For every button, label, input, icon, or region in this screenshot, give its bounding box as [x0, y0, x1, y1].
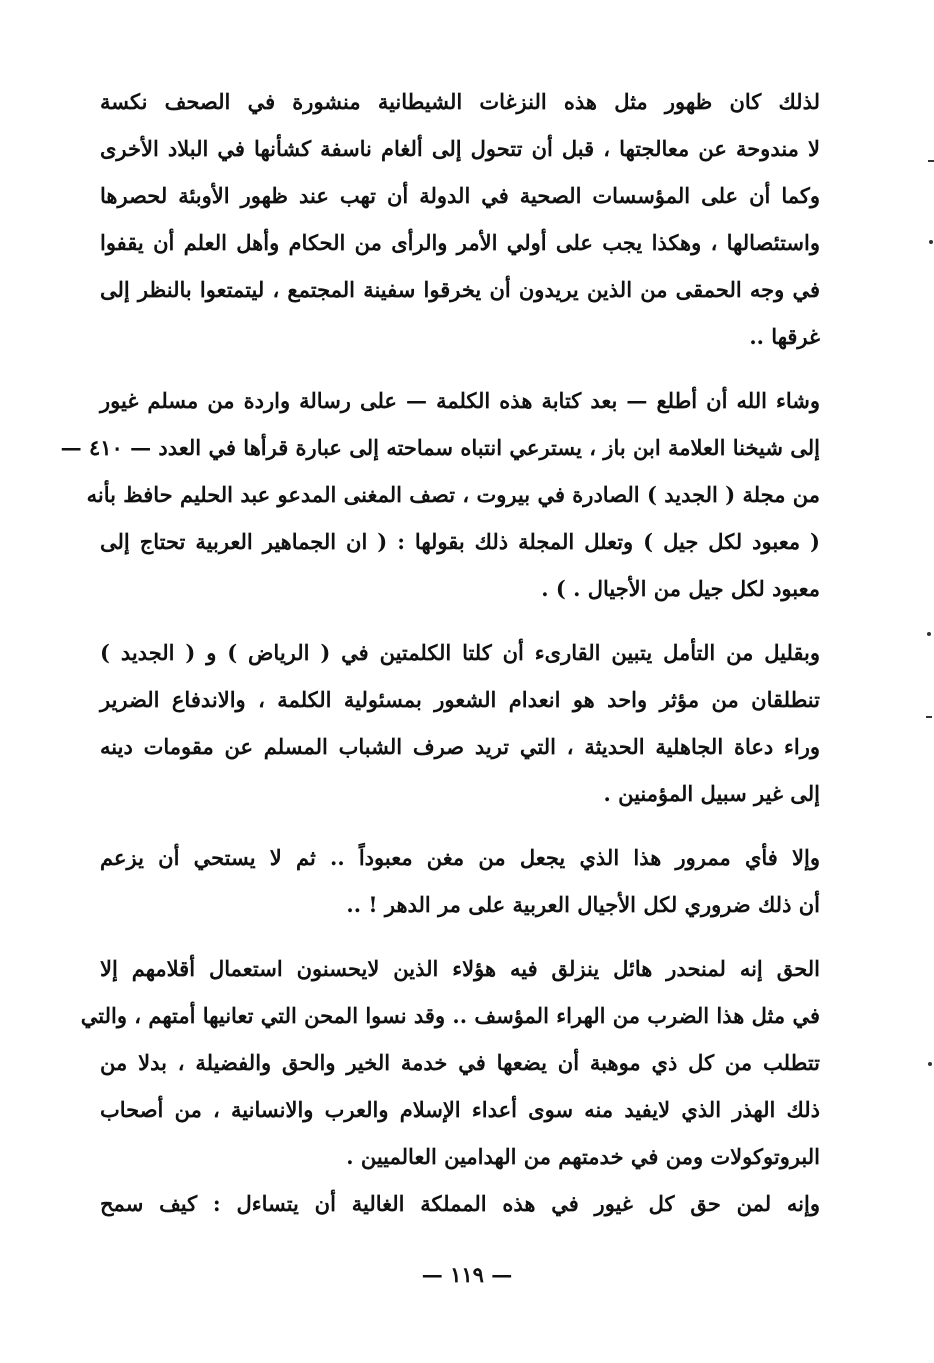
body-text — [60, 78, 820, 1227]
paragraph — [60, 377, 820, 612]
text-line: ذلك الهذر الذي لايفيد منه سوى أعداء الإسلام والعرب والانسانية ، من أصحاب — [100, 1097, 820, 1122]
paragraph — [80, 945, 820, 1180]
text-line: أن ذلك ضروري لكل الأجيال العربية على مر الدهر ! .. — [346, 892, 820, 917]
text-line: إلى شيخنا العلامة ابن باز ، يسترعي انتباه سماحته إلى عبارة قرأها في العدد — ٤١٠ — — [60, 435, 820, 460]
text-line: لذلك كان ظهور مثل هذه النزغات الشيطانية منشورة في الصحف نكسة — [100, 89, 820, 114]
text-line: وبقليل من التأمل يتبين القارىء أن كلتا الكلمتين في ( الرياض ) و ( الجديد ) — [100, 640, 820, 665]
text-line: تنطلقان من مؤثر واحد هو انعدام الشعور بمسئولية الكلمة ، والاندفاع الضرير — [100, 687, 820, 712]
text-line: وإنه لمن حق كل غيور في هذه المملكة الغالية أن يتساءل : كيف سمح — [100, 1191, 820, 1216]
text-line: من مجلة ( الجديد ) الصادرة في بيروت ، تصف المغنى المدعو عبد الحليم حافظ بأنه — [86, 482, 820, 507]
margin-mark — [929, 240, 933, 244]
margin-mark — [928, 160, 934, 162]
margin-mark — [926, 716, 932, 718]
text-line: تتطلب من كل ذي موهبة أن يضعها في خدمة الخير والحق والفضيلة ، بدلا من — [100, 1050, 820, 1075]
text-line: في مثل هذا الضرب من الهراء المؤسف .. وقد نسوا المحن التي تعانيها أمتهم ، والتي — [80, 1003, 820, 1028]
margin-mark — [927, 632, 931, 636]
text-line: واستئصالها ، وهكذا يجب على أولي الأمر والرأى من الحكام وأهل العلم أن يقفوا — [100, 230, 820, 255]
paragraph — [100, 629, 820, 817]
text-line: وإلا فأي ممرور هذا الذي يجعل من مغن معبوداً .. ثم لا يستحي أن يزعم — [100, 845, 820, 870]
text-line: لا مندوحة عن معالجتها ، قبل أن تتحول إلى ألغام ناسفة كشأنها في البلاد الأخرى — [100, 136, 820, 161]
paragraph — [100, 78, 820, 360]
text-line: وشاء الله أن أطلع — بعد كتابة هذه الكلمة — على رسالة واردة من مسلم غيور — [100, 388, 820, 413]
paragraph — [100, 1180, 820, 1227]
text-line: ( معبود لكل جيل ) وتعلل المجلة ذلك بقولها : ( ان الجماهير العربية تحتاج إلى — [100, 529, 820, 554]
text-line: وراء دعاة الجاهلية الحديثة ، التي تريد صرف الشباب المسلم عن مقومات دينه — [100, 734, 820, 759]
text-line: وكما أن على المؤسسات الصحية في الدولة أن تهب عند ظهور الأوبئة لحصرها — [100, 183, 820, 208]
text-line: البروتوكولات ومن في خدمتهم من الهدامين العالميين . — [346, 1144, 820, 1169]
paragraph — [100, 834, 820, 928]
text-line: إلى غير سبيل المؤمنين . — [603, 781, 820, 806]
page-number: — ١١٩ — — [421, 1262, 513, 1287]
text-line: معبود لكل جيل من الأجيال . ) . — [541, 576, 820, 601]
margin-mark — [928, 1062, 932, 1066]
text-line: غرقها .. — [749, 324, 820, 349]
text-line: الحق إنه لمنحدر هائل ينزلق فيه هؤلاء الذين لايحسنون استعمال أقلامهم إلا — [100, 956, 820, 981]
text-line: في وجه الحمقى من الذين يريدون أن يخرقوا سفينة المجتمع ، ليتمتعوا بالنظر إلى — [100, 277, 820, 302]
